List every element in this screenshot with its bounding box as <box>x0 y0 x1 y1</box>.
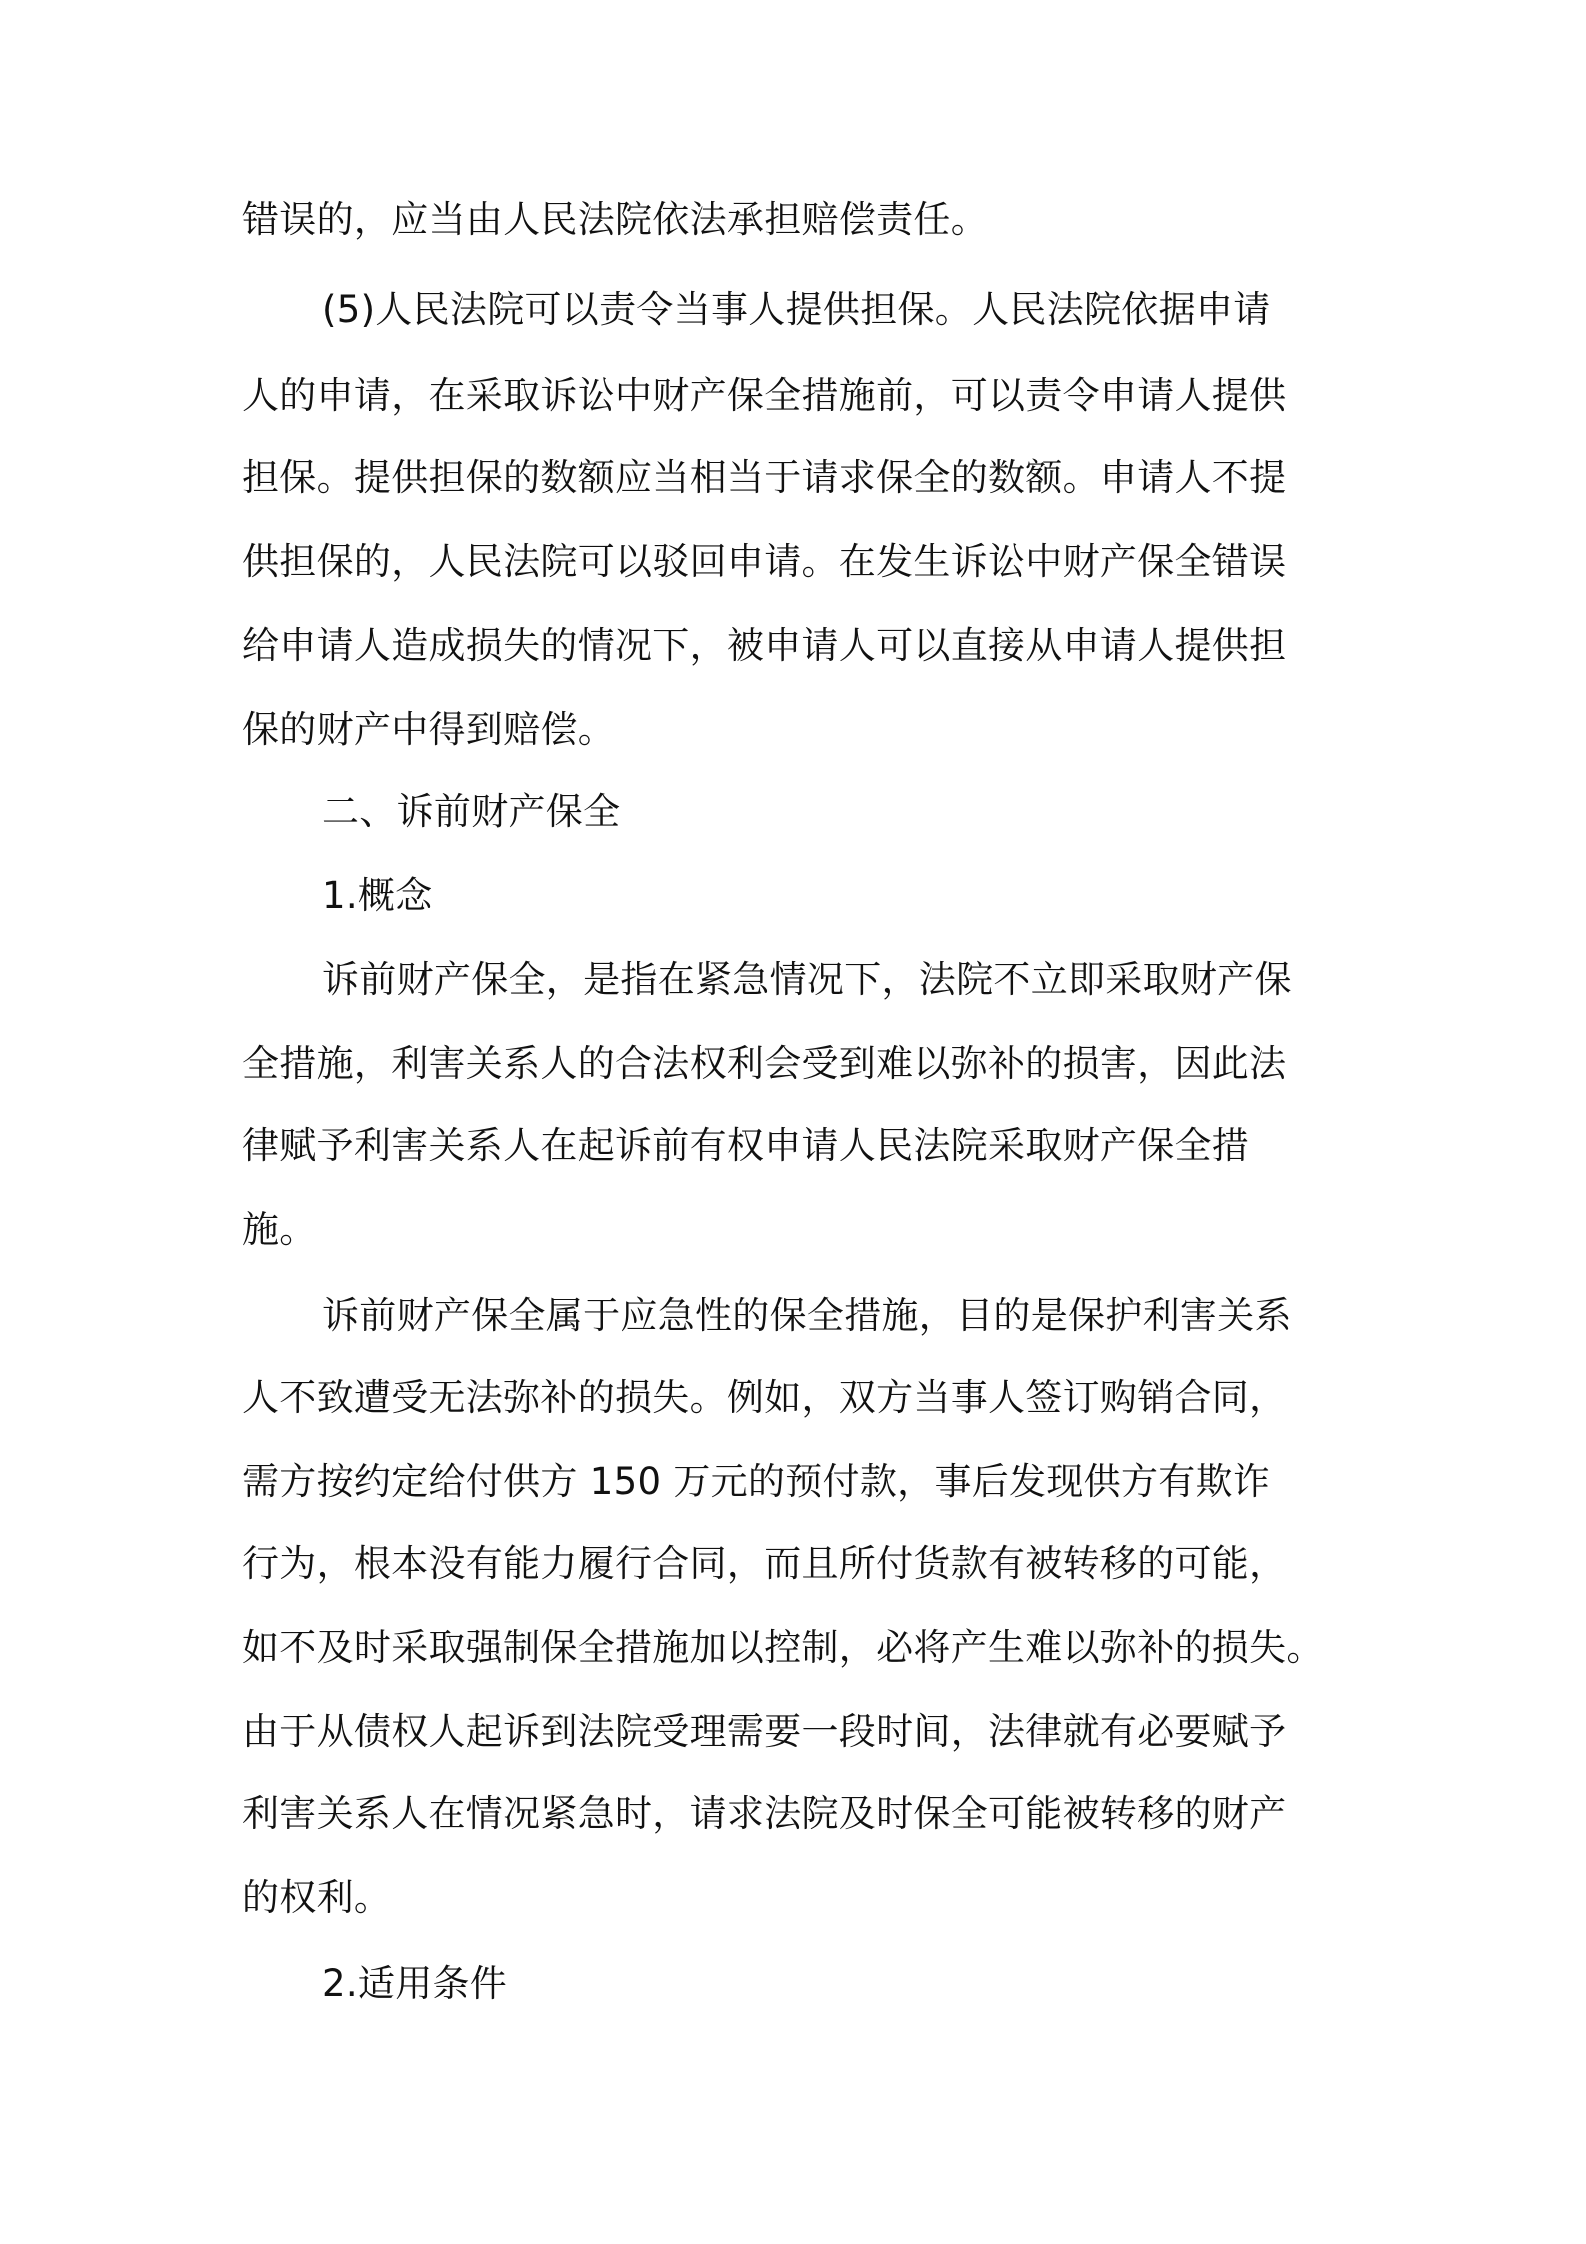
text-line: 人的申请，在采取诉讼中财产保全措施前，可以责令申请人提供 <box>242 374 1287 417</box>
text-line: 供担保的，人民法院可以驳回申请。在发生诉讼中财产保全错误 <box>242 540 1287 583</box>
text-line: 担保。提供担保的数额应当相当于请求保全的数额。申请人不提 <box>242 456 1287 499</box>
text-line: 人不致遭受无法弥补的损失。例如，双方当事人签订购销合同， <box>242 1376 1287 1419</box>
text-line: 错误的，应当由人民法院依法承担赔偿责任。 <box>242 198 988 241</box>
subsection-heading: 2.适用条件 <box>322 1962 508 2005</box>
text-line: 施。 <box>242 1208 317 1251</box>
text-line: 诉前财产保全，是指在紧急情况下，法院不立即采取财产保 <box>322 958 1292 1001</box>
text-line: 如不及时采取强制保全措施加以控制，必将产生难以弥补的损失。 <box>242 1626 1324 1669</box>
text-line: 保的财产中得到赔偿。 <box>242 708 615 751</box>
text-line: 律赋予利害关系人在起诉前有权申请人民法院采取财产保全措 <box>242 1124 1250 1167</box>
subsection-heading: 1.概念 <box>322 874 433 917</box>
text-line: 全措施，利害关系人的合法权利会受到难以弥补的损害，因此法 <box>242 1042 1287 1085</box>
section-heading: 二、诉前财产保全 <box>322 790 621 833</box>
text-line: 的权利。 <box>242 1876 392 1919</box>
text-line: 由于从债权人起诉到法院受理需要一段时间，法律就有必要赋予 <box>242 1710 1287 1753</box>
text-line: 给申请人造成损失的情况下，被申请人可以直接从申请人提供担 <box>242 624 1287 667</box>
text-line: 需方按约定给付供方 150 万元的预付款，事后发现供方有欺诈 <box>242 1460 1271 1503</box>
text-line: 诉前财产保全属于应急性的保全措施，目的是保护利害关系 <box>322 1294 1292 1337</box>
text-line: 行为，根本没有能力履行合同，而且所付货款有被转移的可能， <box>242 1542 1287 1585</box>
text-line: 利害关系人在情况紧急时，请求法院及时保全可能被转移的财产 <box>242 1792 1287 1835</box>
text-line: (5)人民法院可以责令当事人提供担保。人民法院依据申请 <box>322 288 1271 331</box>
